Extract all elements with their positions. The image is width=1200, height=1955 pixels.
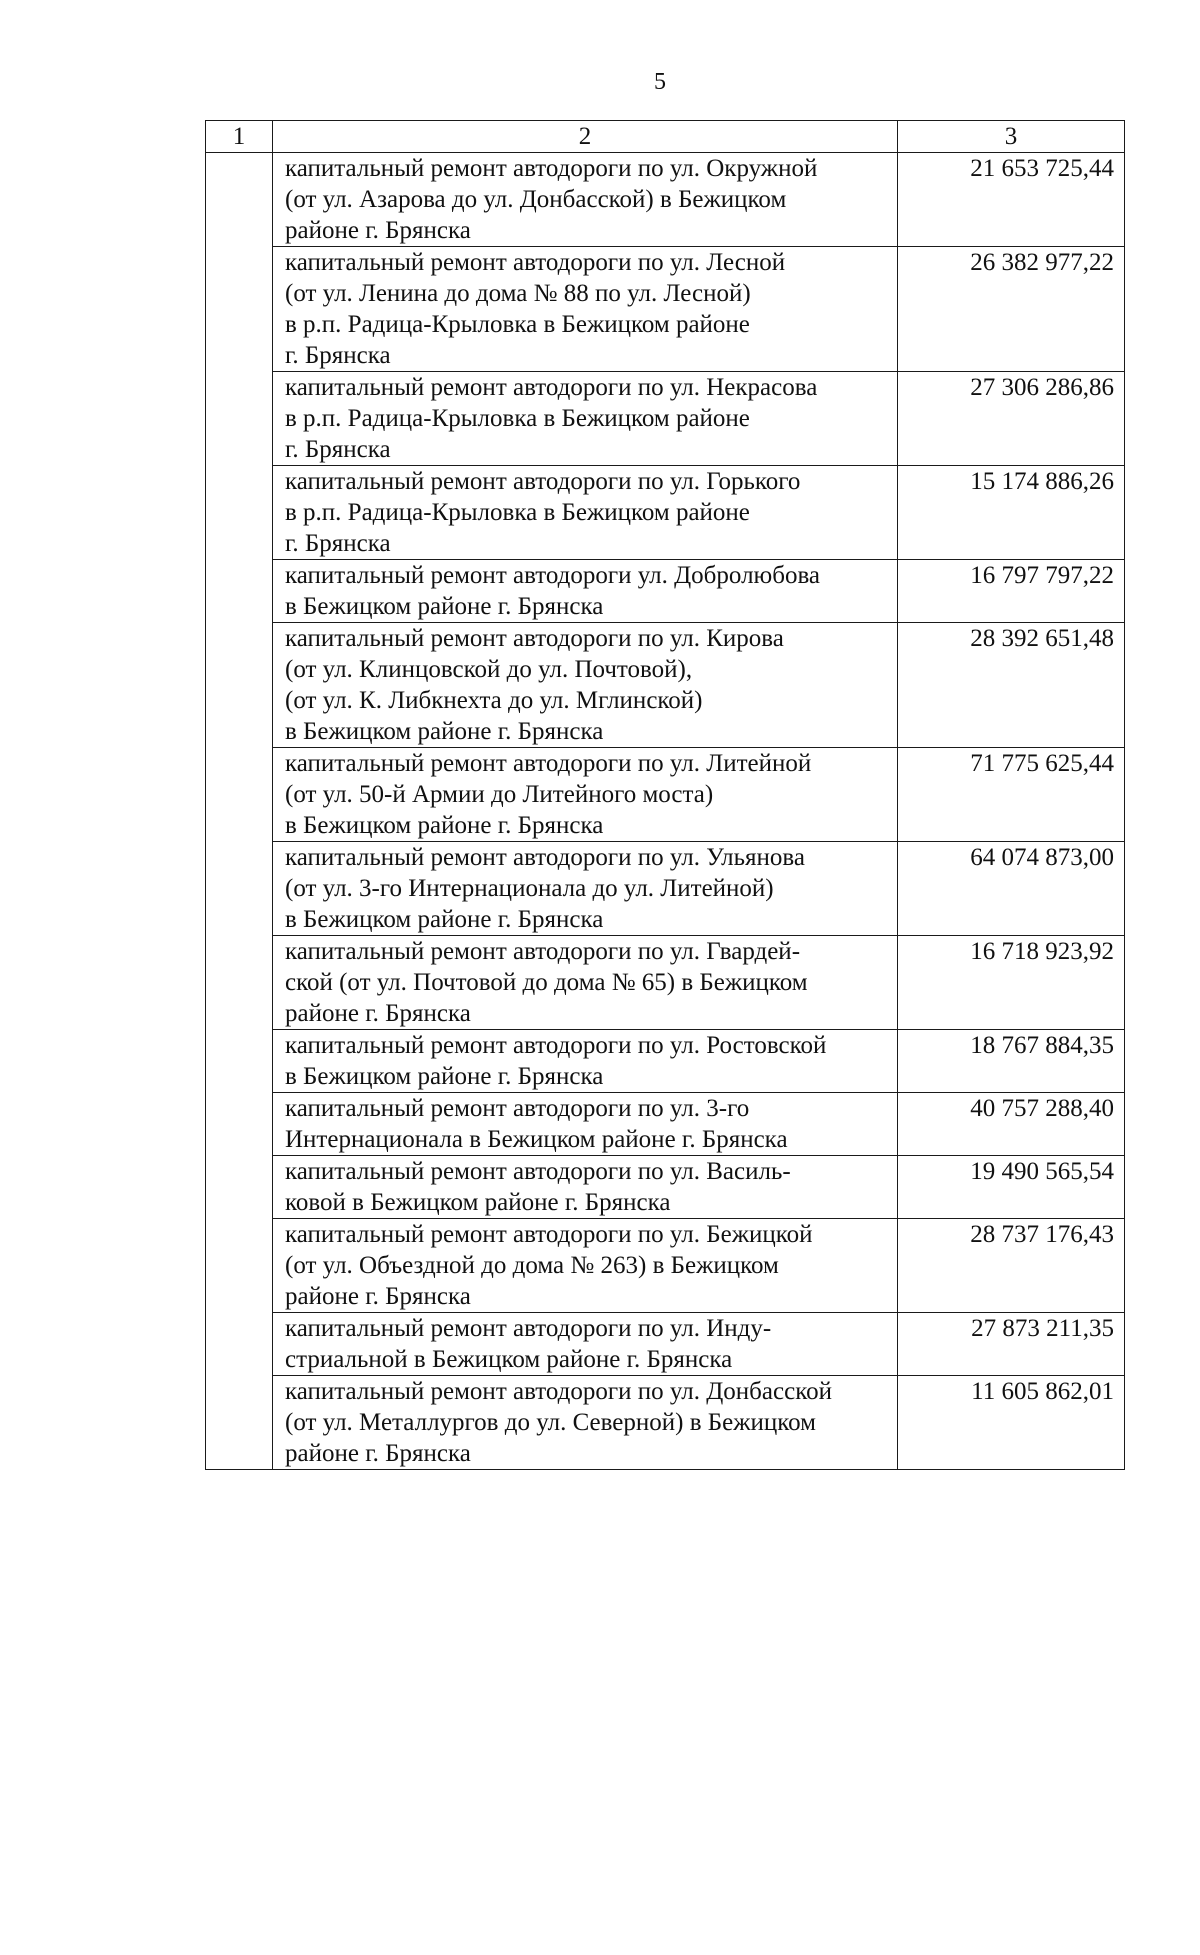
- description-cell: капитальный ремонт автодороги по ул. Литейной (от ул. 50-й Армии до Литейного моста) в Бежицком районе г. Брянска: [273, 748, 898, 842]
- number-cell: [206, 842, 273, 936]
- table-row: [206, 560, 1125, 623]
- table-row: [206, 1156, 1125, 1219]
- amount-cell: 40 757 288,40: [898, 1093, 1125, 1156]
- table-row: [206, 372, 1125, 466]
- description-cell: капитальный ремонт автодороги по ул. Ульянова (от ул. 3-го Интернационала до ул. Литейной) в Бежицком районе г. Брянска: [273, 842, 898, 936]
- number-cell: [206, 1313, 273, 1376]
- column-header-2: 2: [273, 121, 898, 153]
- number-cell: [206, 1219, 273, 1313]
- works-table: [205, 120, 1125, 1470]
- amount-cell: 16 718 923,92: [898, 936, 1125, 1030]
- description-cell: капитальный ремонт автодороги по ул. Окружной (от ул. Азарова до ул. Донбасской) в Бежицком районе г. Брянска: [273, 153, 898, 247]
- number-cell: [206, 247, 273, 372]
- column-header-3: 3: [898, 121, 1125, 153]
- number-cell: [206, 1156, 273, 1219]
- description-cell: капитальный ремонт автодороги по ул. Горького в р.п. Радица-Крыловка в Бежицком районе г. Брянска: [273, 466, 898, 560]
- description-cell: капитальный ремонт автодороги по ул. Лесной (от ул. Ленина до дома № 88 по ул. Лесной) в р.п. Радица-Крыловка в Бежицком районе г. Брянска: [273, 247, 898, 372]
- amount-cell: 11 605 862,01: [898, 1376, 1125, 1470]
- amount-cell: 26 382 977,22: [898, 247, 1125, 372]
- number-cell: [206, 560, 273, 623]
- number-cell: [206, 623, 273, 748]
- amount-cell: 21 653 725,44: [898, 153, 1125, 247]
- number-cell: [206, 748, 273, 842]
- table-row: [206, 1313, 1125, 1376]
- amount-cell: 71 775 625,44: [898, 748, 1125, 842]
- description-cell: капитальный ремонт автодороги ул. Добролюбова в Бежицком районе г. Брянска: [273, 560, 898, 623]
- amount-cell: 15 174 886,26: [898, 466, 1125, 560]
- table-row: [206, 1093, 1125, 1156]
- description-cell: капитальный ремонт автодороги по ул. Инду- стриальной в Бежицком районе г. Брянска: [273, 1313, 898, 1376]
- table-row: [206, 1376, 1125, 1470]
- table-row: [206, 153, 1125, 247]
- description-cell: капитальный ремонт автодороги по ул. Гвардей- ской (от ул. Почтовой до дома № 65) в Бежицком районе г. Брянска: [273, 936, 898, 1030]
- number-cell: [206, 1093, 273, 1156]
- table-body: [206, 153, 1125, 1470]
- number-cell: [206, 153, 273, 247]
- table-row: [206, 842, 1125, 936]
- description-cell: капитальный ремонт автодороги по ул. Некрасова в р.п. Радица-Крыловка в Бежицком районе г. Брянска: [273, 372, 898, 466]
- table-row: [206, 247, 1125, 372]
- table-row: [206, 1030, 1125, 1093]
- amount-cell: 27 873 211,35: [898, 1313, 1125, 1376]
- description-cell: капитальный ремонт автодороги по ул. Бежицкой (от ул. Объездной до дома № 263) в Бежицком районе г. Брянска: [273, 1219, 898, 1313]
- number-cell: [206, 466, 273, 560]
- table-row: [206, 748, 1125, 842]
- amount-cell: 27 306 286,86: [898, 372, 1125, 466]
- number-cell: [206, 1376, 273, 1470]
- amount-cell: 16 797 797,22: [898, 560, 1125, 623]
- table-row: [206, 936, 1125, 1030]
- number-cell: [206, 1030, 273, 1093]
- table-header-row: [206, 121, 1125, 153]
- description-cell: капитальный ремонт автодороги по ул. Кирова (от ул. Клинцовской до ул. Почтовой), (от ул. К. Либкнехта до ул. Мглинской) в Бежицком районе г. Брянска: [273, 623, 898, 748]
- description-cell: капитальный ремонт автодороги по ул. Василь- ковой в Бежицком районе г. Брянска: [273, 1156, 898, 1219]
- number-cell: [206, 372, 273, 466]
- column-header-1: 1: [206, 121, 273, 153]
- description-cell: капитальный ремонт автодороги по ул. Донбасской (от ул. Металлургов до ул. Северной) в Бежицком районе г. Брянска: [273, 1376, 898, 1470]
- table-row: [206, 623, 1125, 748]
- amount-cell: 28 737 176,43: [898, 1219, 1125, 1313]
- table-row: [206, 466, 1125, 560]
- amount-cell: 28 392 651,48: [898, 623, 1125, 748]
- description-cell: капитальный ремонт автодороги по ул. Ростовской в Бежицком районе г. Брянска: [273, 1030, 898, 1093]
- description-cell: капитальный ремонт автодороги по ул. 3-го Интернационала в Бежицком районе г. Брянска: [273, 1093, 898, 1156]
- amount-cell: 19 490 565,54: [898, 1156, 1125, 1219]
- table-row: [206, 1219, 1125, 1313]
- number-cell: [206, 936, 273, 1030]
- amount-cell: 18 767 884,35: [898, 1030, 1125, 1093]
- page-number: 5: [654, 69, 666, 95]
- amount-cell: 64 074 873,00: [898, 842, 1125, 936]
